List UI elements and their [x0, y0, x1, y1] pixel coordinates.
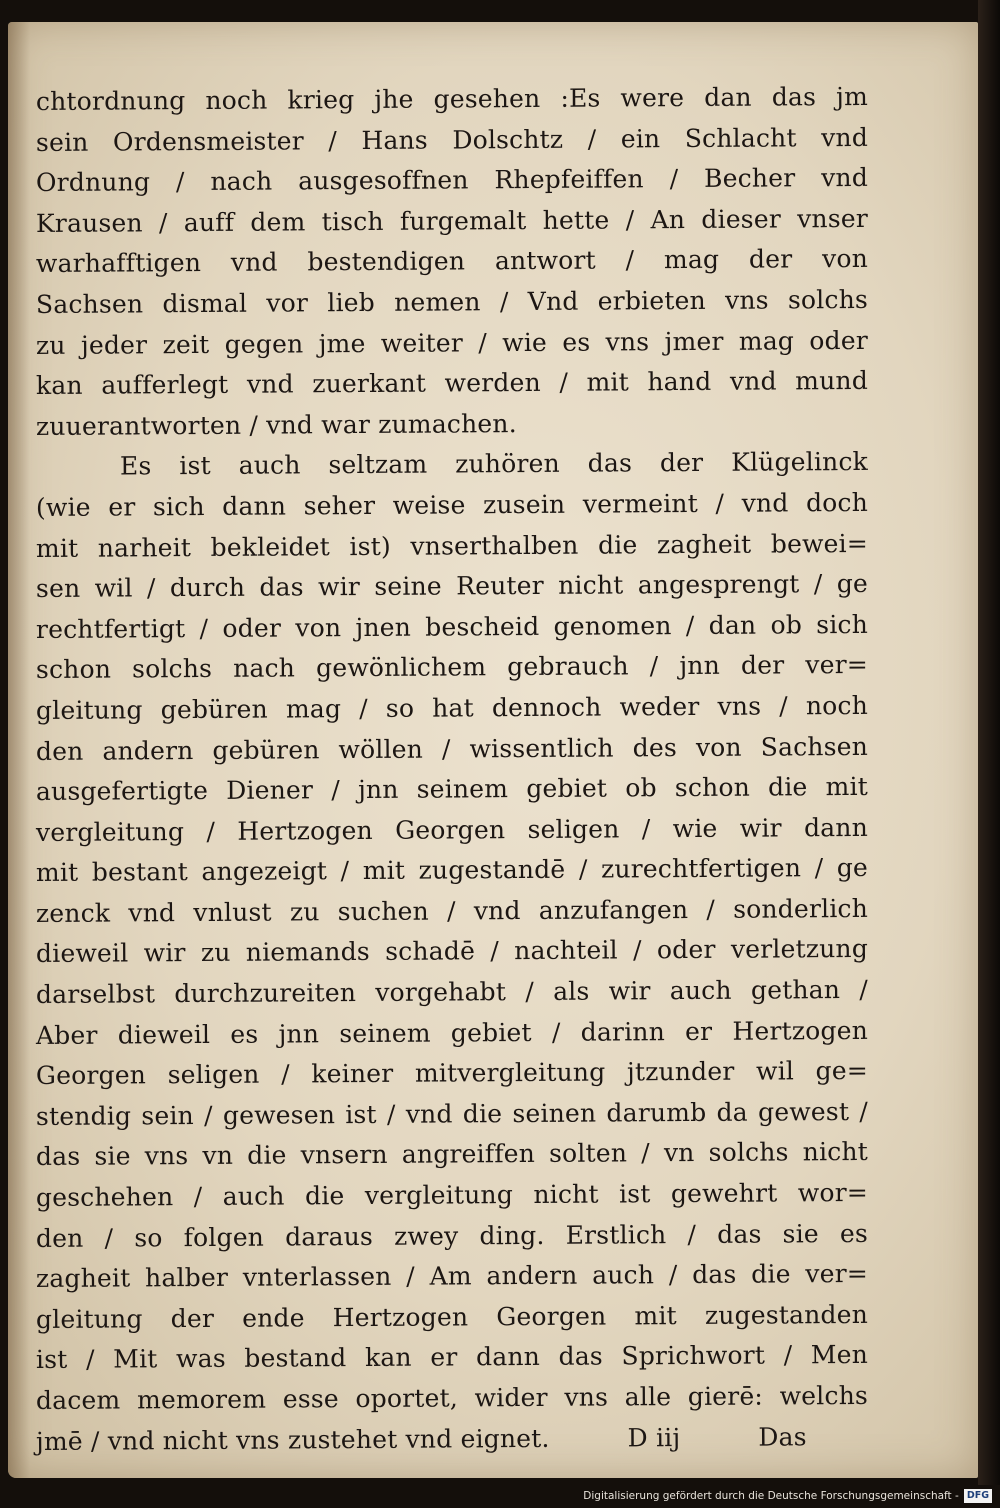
text-line: stendig sein / gewesen ist / vnd die seinen darumb da gewest / [35, 1096, 869, 1131]
book-edge [978, 0, 1000, 1485]
text-line: ist / Mit was bestand kan er dann das Sprichwort / Men [35, 1340, 869, 1375]
text-line: den andern gebüren wöllen / wissentlich des von Sachsen [35, 731, 869, 766]
text-line-content: jmē / vnd nicht vns zustehet vnd eignet. [35, 1423, 550, 1456]
text-line: darselbst durchzureiten vorgehabt / als wir auch gethan / [35, 974, 869, 1010]
text-line: Georgen seligen / keiner mitvergleitung jtzunder wil ge= [35, 1056, 869, 1091]
dfg-logo: DFG [964, 1489, 992, 1503]
text-line: zu jeder zeit gegen jme weiter / wie es vns jmer mag oder [35, 325, 869, 360]
text-line: rechtfertigt / oder von jnen bescheid genomen / dan ob sich [35, 609, 869, 644]
text-line: (wie er sich dann seher weise zusein vermeint / vnd doch [35, 487, 869, 522]
text-line: sen wil / durch das wir seine Reuter nicht angesprengt / ge [35, 569, 869, 604]
book-page [8, 22, 978, 1478]
text-line: sein Ordensmeister / Hans Dolschtz / ein Schlacht vnd [35, 122, 869, 157]
text-line: zagheit halber vnterlassen / Am andern auch / das die ver= [35, 1259, 869, 1294]
signature-mark: D iij [627, 1422, 681, 1452]
funding-footer [583, 1486, 992, 1506]
text-line: dieweil wir zu niemands schadē / nachteil / oder verletzung [35, 934, 869, 969]
text-line: Krausen / auff dem tisch furgemalt hette / An dieser vnser [35, 203, 869, 238]
text-line: gleitung gebüren mag / so hat dennoch weder vns / noch [35, 690, 869, 725]
text-line: Aber dieweil es jnn seinem gebiet / darinn er Hertzogen [35, 1015, 869, 1050]
text-line: kan aufferlegt vnd zuerkant werden / mit hand vnd mund [35, 366, 869, 401]
text-line: zenck vnd vnlust zu suchen / vnd anzufangen / sonderlich [35, 893, 869, 928]
text-line: Es ist auch seltzam zuhören das der Klügelinck [119, 447, 869, 481]
text-line: das sie vns vn die vnsern angreiffen solten / vn solchs nicht [35, 1137, 869, 1172]
text-line: Ordnung / nach ausgesoffnen Rhepfeiffen / Becher vnd [35, 163, 869, 198]
text-line: zuuerantworten / vnd war zumachen. [35, 408, 517, 441]
text-line: mit narheit bekleidet ist) vnserthalben die zagheit bewei= [35, 528, 869, 563]
text-line: schon solchs nach gewönlichem gebrauch / jnn der ver= [35, 650, 869, 685]
text-line: ausgefertigte Diener / jnn seinem gebiet ob schon die mit [35, 772, 869, 807]
text-line: geschehen / auch die vergleitung nicht ist gewehrt wor= [35, 1177, 869, 1213]
text-line: mit bestant angezeigt / mit zugestandē / zurechtfertigen / ge [35, 853, 869, 888]
page-text [36, 82, 868, 1462]
last-text-line [36, 1417, 868, 1463]
text-line: vergleitung / Hertzogen Georgen seligen / wie wir dann [35, 812, 869, 847]
funding-note: Digitalisierung gefördert durch die Deutsche Forschungsgemeinschaft - [583, 1490, 959, 1502]
text-line: gleitung der ende Hertzogen Georgen mit zugestanden [35, 1299, 869, 1334]
text-line: den / so folgen daraus zwey ding. Erstlich / das sie es [35, 1218, 869, 1253]
text-line: warhafftigen vnd bestendigen antwort / mag der von [35, 244, 869, 279]
text-line: chtordnung noch krieg jhe gesehen :Es were dan das jm [35, 81, 869, 116]
catchword: Das [758, 1421, 807, 1452]
text-line: dacem memorem esse oportet, wider vns alle gierē: welchs [35, 1380, 869, 1415]
text-line: Sachsen dismal vor lieb nemen / Vnd erbieten vns solchs [35, 284, 869, 319]
